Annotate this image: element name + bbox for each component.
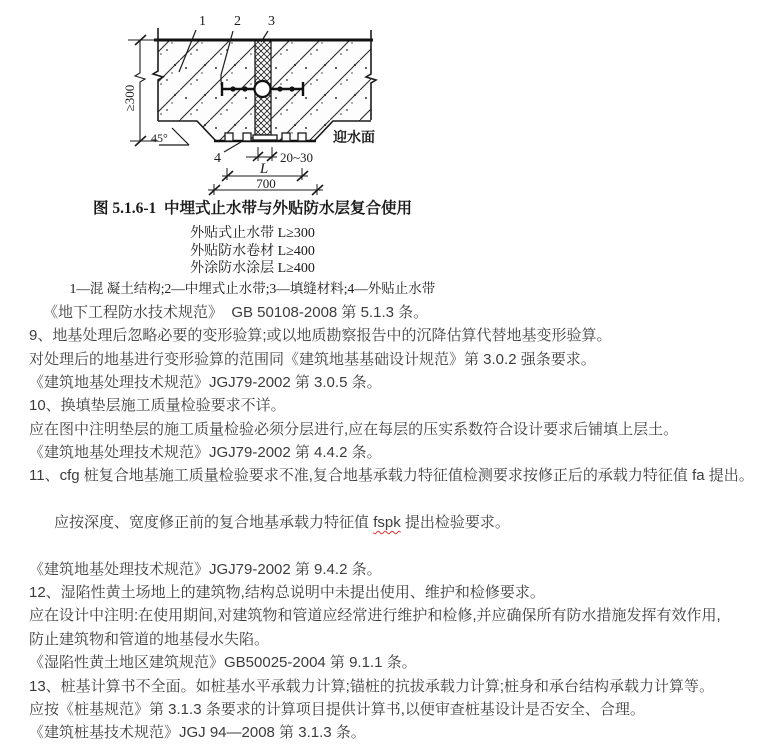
text-line: 《建筑桩基技术规范》JGJ 94—2008 第 3.1.3 条。 (29, 724, 366, 742)
text-line-with-spellcheck (29, 488, 769, 558)
text-line: 应在设计中注明:在使用期间,对建筑物和管道应经常进行维护和检修,并应确保所有防水措施发挥有效作用, (29, 607, 721, 625)
waterstop-detail-drawing (0, 0, 500, 198)
dim-lap-label: L (259, 161, 269, 177)
dim-total-label: 700 (256, 176, 276, 191)
text-line: 9、地基处理后忽略必要的变形验算;或以地质勘察报告中的沉降估算代替地基变形验算。 (29, 327, 612, 345)
caption-subline: 外贴防水卷材 L≥400 (190, 243, 315, 259)
text-line: 应在图中注明垫层的施工质量检验必须分层进行,应在每层的压实系数符合设计要求后铺填上层土。 (29, 420, 679, 438)
joint-filler-base-plate (253, 135, 277, 140)
dim-joint-width-label: 20~30 (280, 150, 314, 165)
figure-caption-legend: 1—混 凝土结构;2—中埋式止水带;3—填缝材料;4—外贴止水带 (69, 280, 436, 296)
text-line: 《地下工程防水技术规范》 GB 50108-2008 第 5.1.3 条。 (43, 304, 429, 321)
dim-angle-label: 45° (151, 131, 168, 145)
spellchecked-word: fspk (373, 514, 401, 532)
text-line: 对处理后的地基进行变形验算的范围同《建筑地基基础设计规范》第 3.0.2 强条要求。 (29, 350, 596, 368)
part-label-4: 4 (214, 151, 221, 166)
part-label-2: 2 (234, 14, 241, 29)
water-face-label: 迎水面 (333, 131, 375, 146)
review-comments-text (29, 301, 769, 745)
dimension-joint-width (246, 147, 313, 165)
text-segment: 应按深度、宽度修正前的复合地基承载力特征值 (54, 514, 374, 532)
part-label-3: 3 (268, 14, 275, 29)
text-line: 《建筑地基处理技术规范》JGJ79-2002 第 4.4.2 条。 (29, 444, 382, 462)
caption-subline: 外贴式止水带 L≥300 (190, 226, 315, 241)
text-line: 《建筑地基处理技术规范》JGJ79-2002 第 9.4.2 条。 (29, 560, 382, 578)
text-segment: 提出检验要求。 (400, 514, 510, 532)
text-line: 应按《桩基规范》第 3.1.3 条要求的计算项目提供计算书,以便审查桩基设计是否安全、合理。 (29, 700, 645, 718)
text-line: 13、桩基计算书不全面。如桩基水平承载力计算;锚桩的抗拔承载力计算;桩身和承台结构承载力计算等。 (29, 677, 715, 695)
text-line: 《建筑地基处理技术规范》JGJ79-2002 第 3.0.5 条。 (29, 374, 382, 392)
text-line: 《湿陷性黄土地区建筑规范》GB50025-2004 第 9.1.1 条。 (29, 654, 417, 672)
part-label-1: 1 (199, 14, 206, 29)
figure-caption-sublines (0, 225, 505, 278)
text-line: 11、cfg 桩复合地基施工质量检验要求不准,复合地基承载力特征值检测要求按修正后的承载力特征值 fa 提出。 (29, 467, 754, 485)
dimension-height (122, 35, 158, 146)
text-line: 10、换填垫层施工质量检验要求不详。 (29, 397, 286, 415)
dim-height-label: ≥300 (122, 84, 137, 112)
caption-subline: 外涂防水涂层 L≥400 (190, 261, 315, 276)
text-line: 防止建筑物和管道的地基侵水失陷。 (29, 630, 270, 648)
dimension-angle (151, 128, 189, 145)
figure-caption (0, 199, 505, 297)
figure-caption-title: 图 5.1.6-1 中埋式止水带与外贴防水层复合使用 (92, 200, 413, 217)
text-line: 12、湿陷性黄土场地上的建筑物,结构总说明中未提出使用、维护和检修要求。 (29, 584, 545, 602)
waterstop-center-bulb (255, 81, 271, 97)
